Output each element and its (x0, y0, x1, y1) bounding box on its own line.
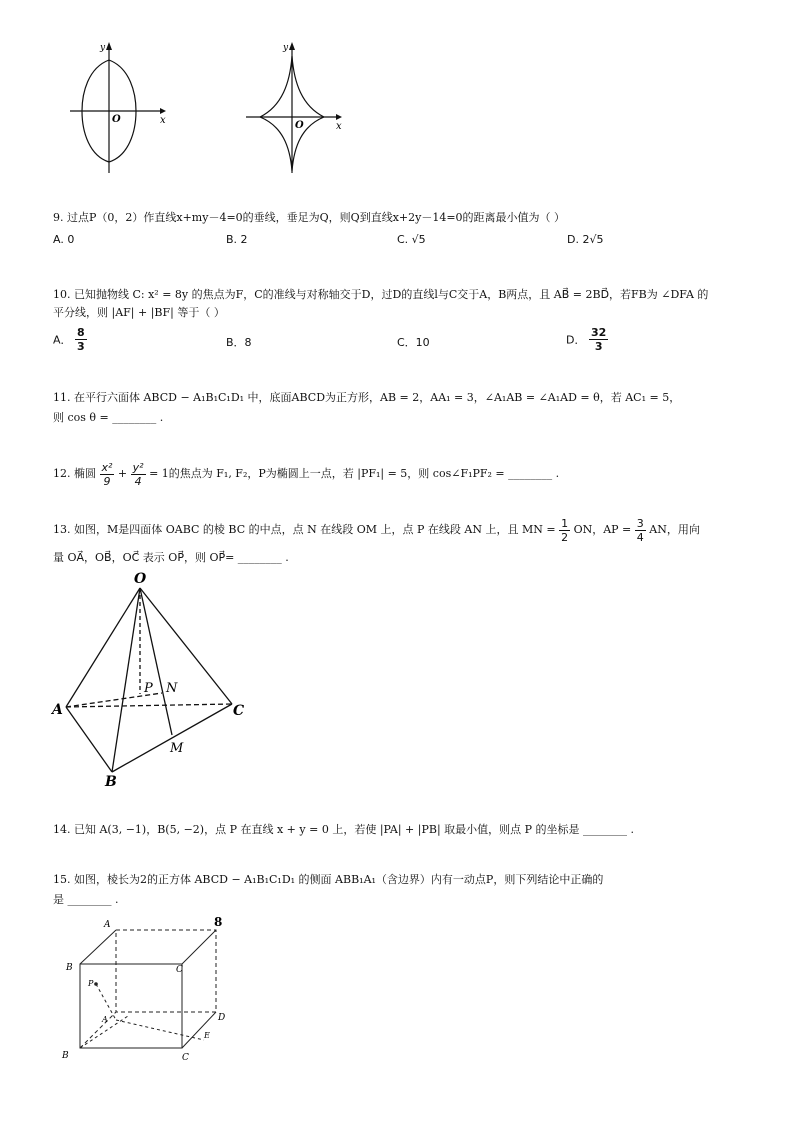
q10-option-d-num: 32 (590, 326, 607, 339)
q13-fraction-2 (635, 517, 646, 544)
label-O: O (134, 571, 147, 587)
edge-OA (66, 588, 140, 707)
q12-frac2-num: y² (132, 460, 144, 474)
q10-option-a-den: 3 (77, 340, 85, 353)
q10-option-b: B．8 (226, 336, 252, 349)
label-A1: A (102, 1015, 108, 1024)
q12-plus: + (117, 467, 128, 480)
q13-part-c: AN，用向 (649, 523, 700, 536)
edge-OB (112, 588, 140, 772)
q12-suffix: = 1的焦点为 F₁, F₂，P为椭圆上一点，若 |PF₁| = 5，则 cos∠F₁PF₂ = ________ . (149, 467, 560, 480)
corner-mark: 8 (214, 915, 223, 929)
question-13-line2: 量 OA⃗，OB⃗，OC⃗ 表示 OP⃗，则 OP⃗= ________ . (53, 551, 289, 564)
question-9: 9. 过点P（0，2）作直线x+my－4=0的垂线，垂足为Q，则Q到直线x+2y－14=0的距离最小值为（ ） (53, 211, 566, 224)
q10-option-c: C．10 (397, 336, 430, 349)
q12-frac1-num: x² (101, 460, 113, 474)
cube-edge-br (182, 1012, 216, 1048)
x-axis-arrow (336, 114, 342, 120)
question-11-line1: 11. 在平行六面体 ABCD − A₁B₁C₁D₁ 中，底面ABCD为正方形，AB = 2，AA₁ = 3，∠A₁AB = ∠A₁AD = θ，若 AC₁ = 5， (53, 391, 681, 404)
q10-option-d (566, 326, 608, 353)
graph-right (236, 38, 356, 178)
graph-left (60, 38, 180, 178)
y-label: y (100, 43, 106, 53)
q9-option-a: A. 0 (53, 233, 75, 246)
q10-option-a-label: A． (53, 333, 72, 347)
q13-frac2-num: 3 (636, 516, 644, 530)
label-B1: B (62, 1051, 69, 1061)
segment-OM (140, 588, 172, 735)
segment-AE (116, 1020, 204, 1040)
label-B: B (105, 774, 117, 790)
question-12 (53, 458, 559, 490)
q9-option-d: D. 2√5 (567, 233, 604, 246)
label-C: C (233, 703, 245, 719)
cube-back-face (116, 930, 216, 1012)
q13-frac1-num: 1 (561, 516, 569, 530)
q12-prefix: 12. 椭圆 (53, 467, 96, 480)
q13-part-a: 13. 如图，M是四面体 OABC 的棱 BC 的中点，点 N 在线段 OM 上，点 P 在线段 AN 上，且 MN = (53, 523, 556, 536)
origin-label: O (112, 114, 121, 125)
q12-fraction-2 (131, 461, 146, 488)
cube-figure (58, 912, 248, 1072)
y-axis-arrow (289, 42, 295, 50)
x-label: x (160, 115, 166, 126)
cube-edge-tr (182, 930, 216, 964)
q9-option-b: B. 2 (226, 233, 248, 246)
question-15-line1: 15. 如图，棱长为2的正方体 ABCD − A₁B₁C₁D₁ 的侧面 ABB₁A₁（含边界）内有一动点P，则下列结论中正确的 (53, 873, 604, 886)
question-10-line2: 平分线，则 |AF| + |BF| 等于（ ） (53, 306, 225, 319)
label-C: C (176, 965, 183, 975)
q10-option-d-den: 3 (594, 340, 603, 353)
question-13-line1 (53, 515, 700, 545)
label-B: B (66, 963, 73, 973)
x-label: x (336, 121, 342, 132)
q13-part-b: ON，AP = (573, 523, 632, 536)
point-P (94, 982, 98, 986)
q10-option-a-num: 8 (77, 326, 85, 339)
edge-AC-hidden (66, 704, 232, 707)
q12-frac2-den: 4 (134, 474, 142, 488)
q13-frac2-den: 4 (636, 530, 644, 544)
cube-front-face (80, 964, 182, 1048)
label-E: E (204, 1031, 210, 1040)
q10-option-d-fraction (589, 326, 608, 353)
question-10-line1: 10. 已知抛物线 C: x² = 8y 的焦点为F，C的准线与对称轴交于D，过D的直线l与C交于A，B两点，且 AB⃗ = 2BD⃗，若FB为 ∠DFA 的 (53, 288, 709, 301)
question-15-line2: 是 ________ . (53, 893, 119, 906)
q10-option-a (53, 326, 87, 353)
q10-option-d-label: D． (566, 333, 586, 347)
q13-fraction-1 (559, 517, 570, 544)
question-14: 14. 已知 A(3, −1)，B(5, −2)，点 P 在直线 x + y = 0 上，若使 |PA| + |PB| 取最小值，则点 P 的坐标是 ________ . (53, 823, 635, 836)
cube-edge-tl (80, 930, 116, 964)
question-11-line2: 则 cos θ = ________ . (53, 411, 164, 424)
y-label: y (283, 43, 289, 53)
q10-option-a-fraction (75, 326, 87, 353)
q12-frac1-den: 9 (103, 474, 111, 488)
label-A: A (104, 920, 111, 930)
label-A: A (52, 702, 63, 718)
edge-BC (112, 704, 232, 772)
origin-label: O (295, 120, 304, 131)
y-axis-arrow (106, 42, 112, 50)
label-P: P (88, 979, 94, 988)
x-axis-arrow (160, 108, 166, 114)
edge-OC (140, 588, 232, 704)
tetrahedron-figure (52, 570, 252, 790)
label-D1: D (218, 1013, 226, 1023)
label-P: P (144, 681, 153, 696)
label-N: N (166, 681, 178, 696)
edge-AB (66, 707, 112, 772)
label-C1: C (182, 1053, 189, 1063)
q12-fraction-1 (100, 461, 115, 488)
q9-option-c: C. √5 (397, 233, 426, 246)
cube-edge-bl (80, 1012, 116, 1048)
q13-frac1-den: 2 (561, 530, 569, 544)
label-M: M (170, 741, 184, 756)
